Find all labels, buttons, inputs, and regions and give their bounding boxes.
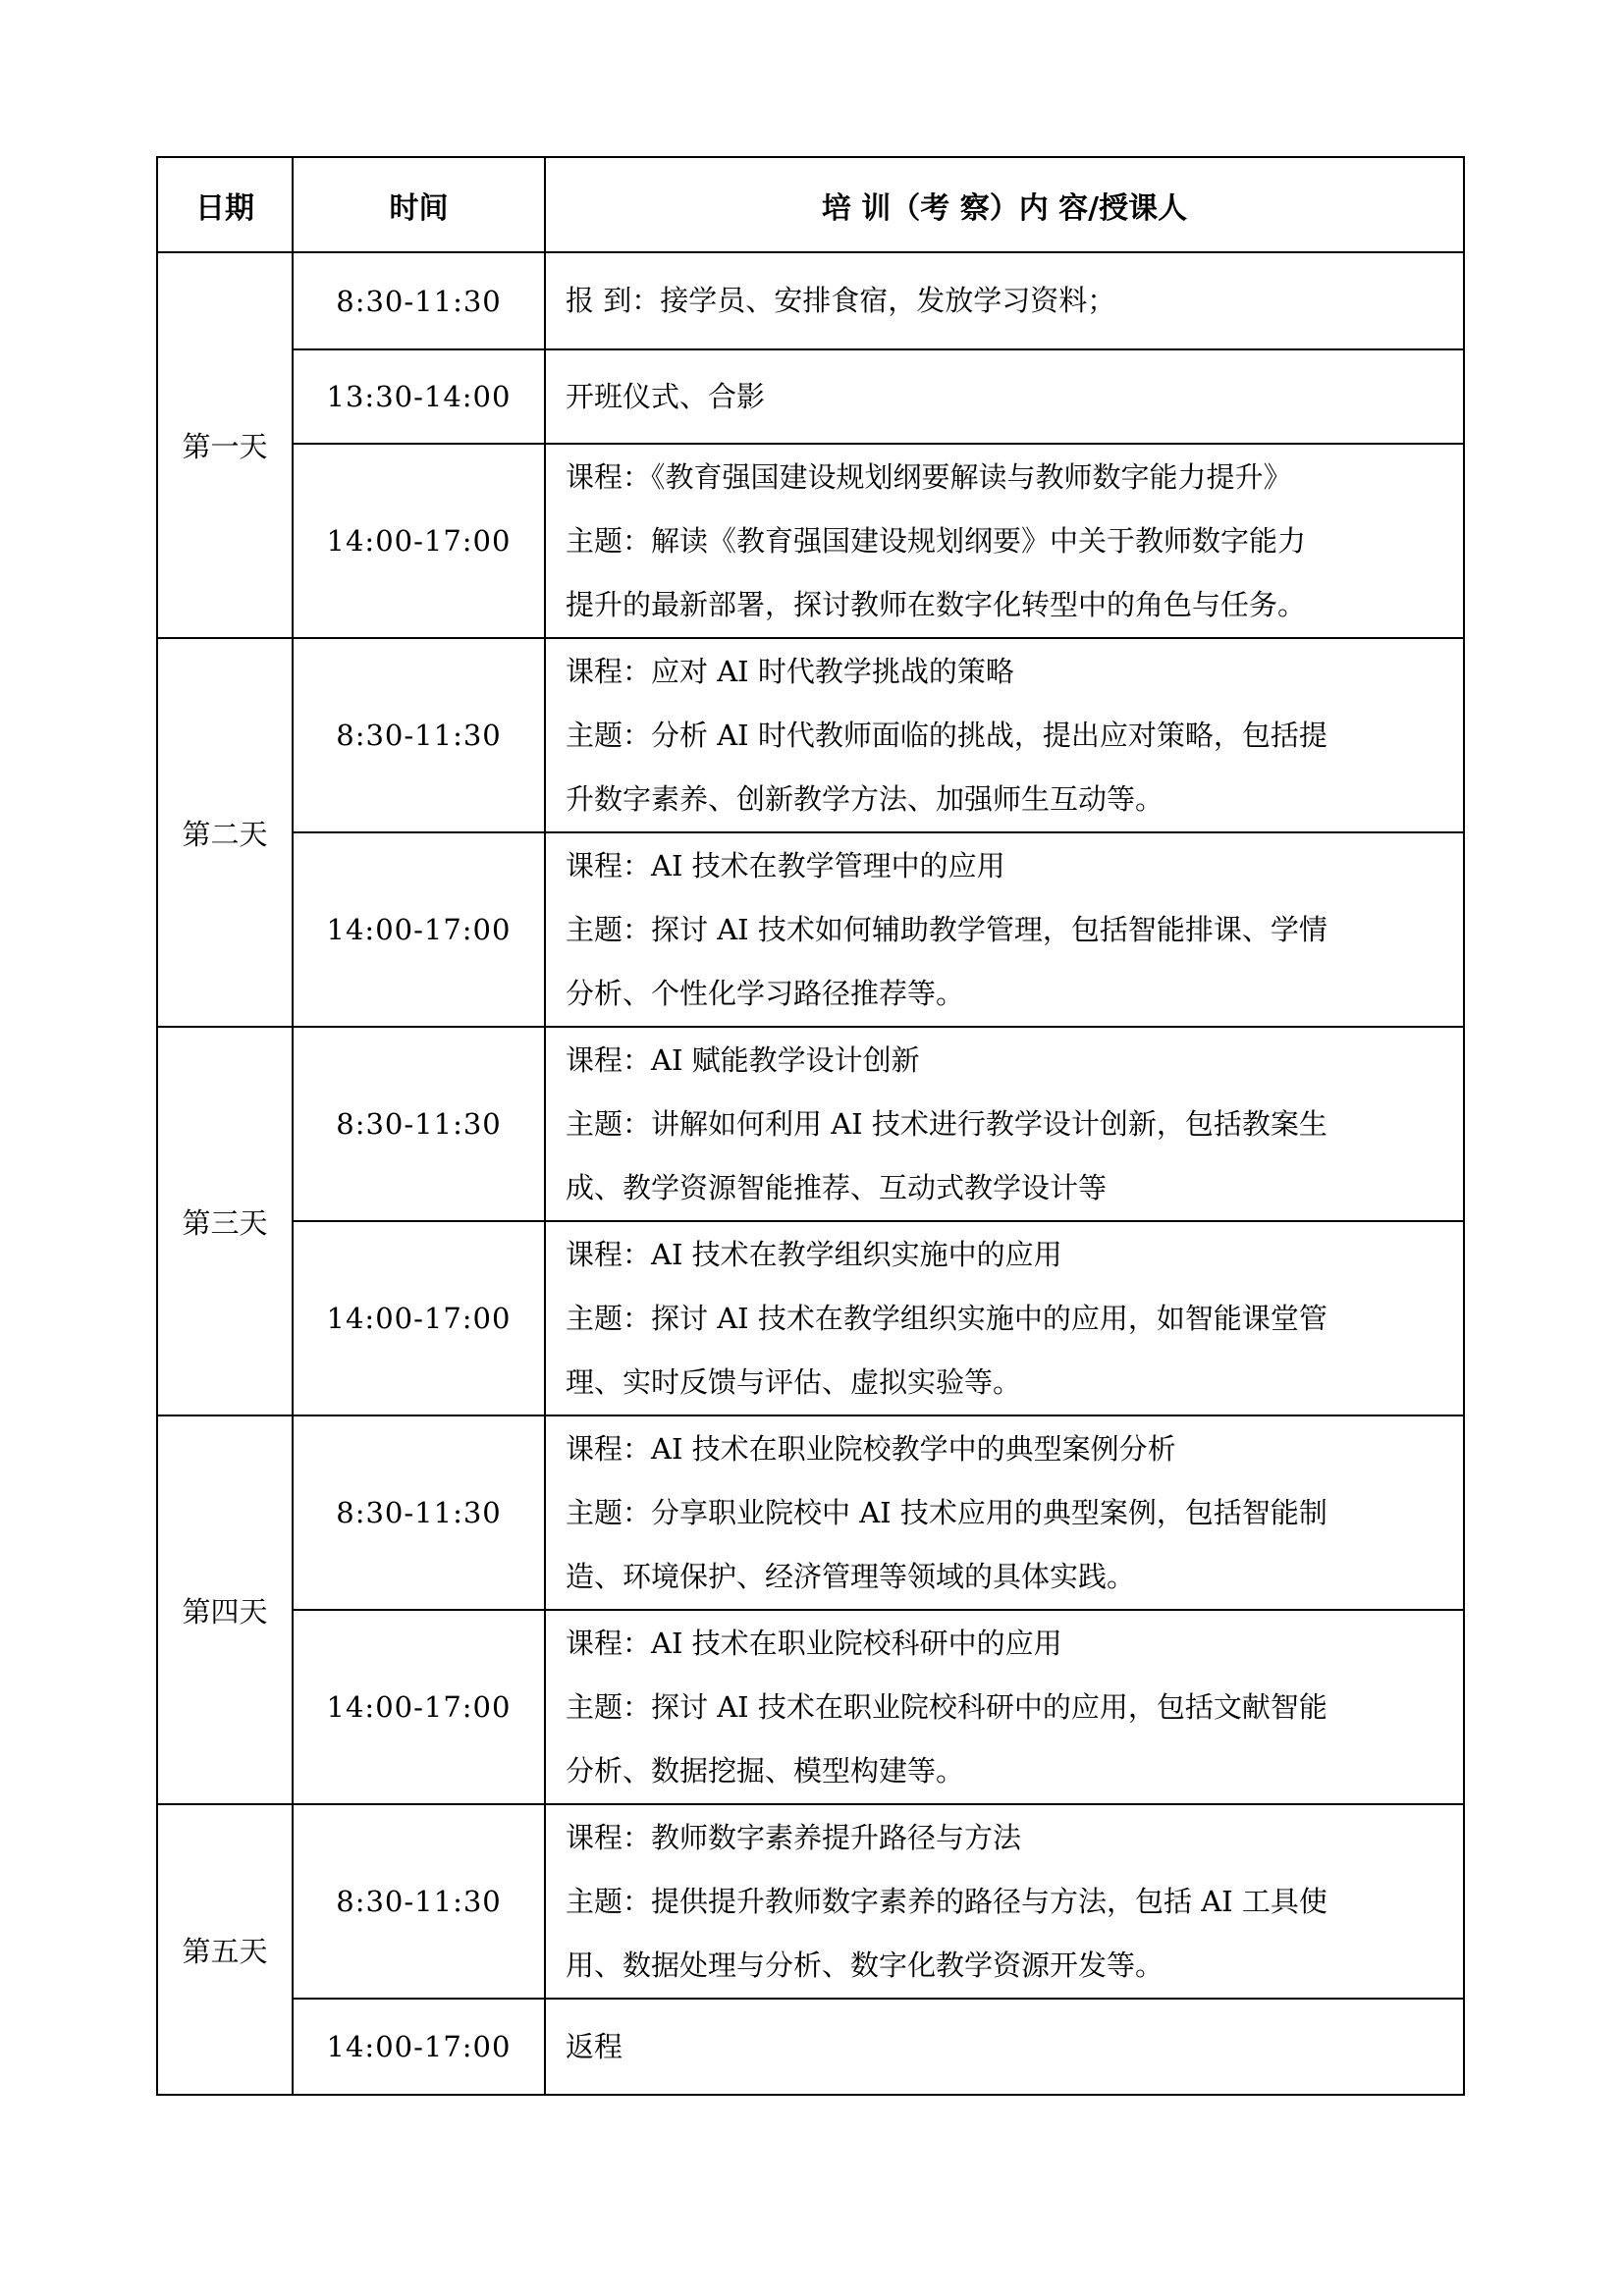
session-content [545, 1221, 1464, 1415]
schedule-body [157, 252, 1464, 2095]
session-content-line: 分析、个性化学习路径推荐等。 [566, 976, 965, 1010]
session-time: 13:30-14:00 [293, 349, 545, 444]
header-row [157, 157, 1464, 252]
session-content-line: 报 到：接学员、安排食宿，发放学习资料； [566, 284, 1116, 317]
session-content-line: 提升的最新部署，探讨教师在数字化转型中的角色与任务。 [566, 587, 1307, 621]
session-content [545, 1027, 1464, 1221]
session-row [157, 1999, 1464, 2095]
session-content-line: 造、环境保护、经济管理等领域的具体实践。 [566, 1559, 1136, 1593]
session-time: 8:30-11:30 [293, 638, 545, 832]
session-content [545, 638, 1464, 832]
session-content [545, 444, 1464, 638]
session-content [545, 1610, 1464, 1804]
session-time: 8:30-11:30 [293, 1415, 545, 1610]
session-content-line: 开班仪式、合影 [566, 379, 766, 413]
session-time: 14:00-17:00 [293, 1999, 545, 2095]
session-content [545, 349, 1464, 444]
session-content-line: 课程：《教育强国建设规划纲要解读与教师数字能力提升》 [566, 459, 1292, 494]
session-time: 8:30-11:30 [293, 1027, 545, 1221]
session-content-line: 主题：探讨 AI 技术如何辅助教学管理，包括智能排课、学情 [566, 912, 1327, 946]
session-content-line: 主题：探讨 AI 技术在教学组织实施中的应用，如智能课堂管 [566, 1301, 1327, 1335]
session-time: 14:00-17:00 [293, 1221, 545, 1415]
session-content [545, 252, 1464, 349]
session-row [157, 349, 1464, 444]
session-content-line: 课程：教师数字素养提升路径与方法 [566, 1820, 1022, 1854]
training-schedule-table [156, 156, 1465, 2096]
session-row [157, 1415, 1464, 1610]
session-content-line: 课程：AI 赋能教学设计创新 [566, 1042, 920, 1077]
header-date: 日期 [157, 157, 293, 252]
day-label: 第五天 [157, 1804, 293, 2095]
session-content-line: 主题：解读《教育强国建设规划纲要》中关于教师数字能力 [566, 523, 1307, 558]
session-content [545, 1804, 1464, 1999]
session-row [157, 444, 1464, 638]
session-content-line: 升数字素养、创新教学方法、加强师生互动等。 [566, 781, 1164, 816]
session-row [157, 1804, 1464, 1999]
session-content-line: 课程：AI 技术在教学组织实施中的应用 [566, 1237, 1062, 1271]
header-content: 培 训（考 察）内 容/授课人 [545, 157, 1464, 252]
day-label: 第二天 [157, 638, 293, 1027]
session-content-line: 理、实时反馈与评估、虚拟实验等。 [566, 1364, 1022, 1399]
day-label: 第三天 [157, 1027, 293, 1415]
header-time: 时间 [293, 157, 545, 252]
session-content-line: 主题：提供提升教师数字素养的路径与方法，包括 AI 工具使 [566, 1884, 1327, 1918]
session-content-line: 主题：分析 AI 时代教师面临的挑战，提出应对策略，包括提 [566, 718, 1327, 752]
session-content-line: 分析、数据挖掘、模型构建等。 [566, 1753, 965, 1788]
session-content-line: 主题：探讨 AI 技术在职业院校科研中的应用，包括文献智能 [566, 1689, 1327, 1724]
session-row [157, 832, 1464, 1027]
session-content [545, 832, 1464, 1027]
session-row [157, 252, 1464, 349]
session-content [545, 1999, 1464, 2095]
session-content-line: 返程 [566, 2029, 623, 2063]
session-row [157, 1221, 1464, 1415]
session-content-line: 课程：AI 技术在教学管理中的应用 [566, 848, 1005, 882]
session-time: 8:30-11:30 [293, 1804, 545, 1999]
session-time: 14:00-17:00 [293, 444, 545, 638]
day-label: 第一天 [157, 252, 293, 638]
session-content-line: 主题：讲解如何利用 AI 技术进行教学设计创新，包括教案生 [566, 1106, 1327, 1141]
session-row [157, 638, 1464, 832]
session-content-line: 课程：AI 技术在职业院校科研中的应用 [566, 1626, 1062, 1660]
session-content-line: 用、数据处理与分析、数字化教学资源开发等。 [566, 1948, 1164, 1982]
session-row [157, 1610, 1464, 1804]
session-content-line: 主题：分享职业院校中 AI 技术应用的典型案例，包括智能制 [566, 1495, 1327, 1529]
day-label: 第四天 [157, 1415, 293, 1804]
session-content-line: 课程：AI 技术在职业院校教学中的典型案例分析 [566, 1431, 1176, 1466]
session-content-line: 成、教学资源智能推荐、互动式教学设计等 [566, 1170, 1108, 1204]
session-time: 14:00-17:00 [293, 1610, 545, 1804]
session-content [545, 1415, 1464, 1610]
session-row [157, 1027, 1464, 1221]
session-time: 8:30-11:30 [293, 252, 545, 349]
session-time: 14:00-17:00 [293, 832, 545, 1027]
session-content-line: 课程：应对 AI 时代教学挑战的策略 [566, 654, 1014, 688]
